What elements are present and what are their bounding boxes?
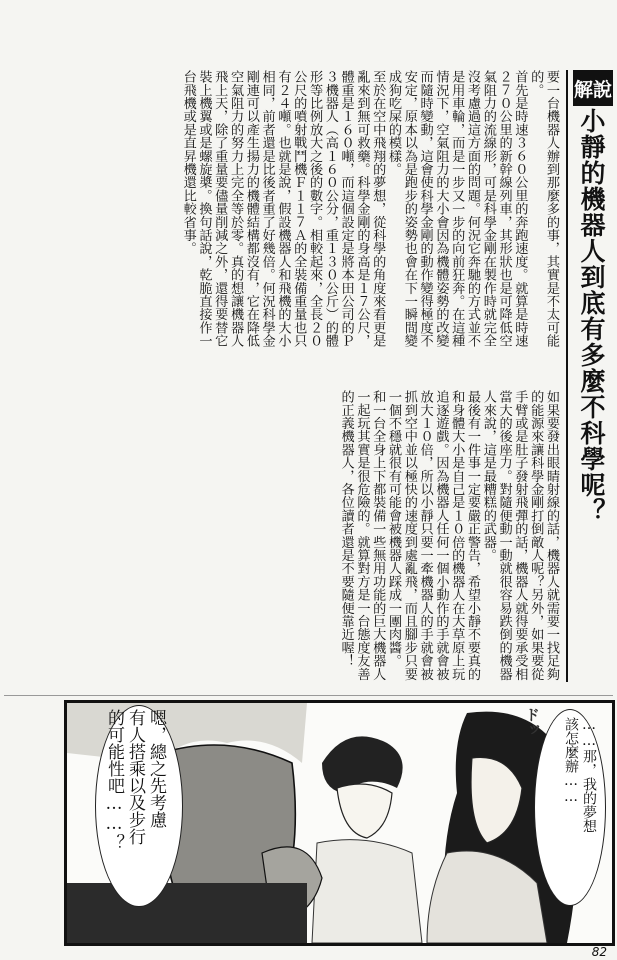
speech-text-left: 嗯，總之先考慮 有人搭乘以及步行 的可能性吧……？ [104,709,166,851]
title-divider [566,70,568,682]
section-label: 解說 [573,70,613,106]
speech-text-right: ……那，我的夢想 該怎麼辦…… [563,717,597,833]
page-divider [4,695,613,696]
article-title: 小靜的機器人到底有多麼不科學呢？ [577,108,606,524]
old-man-coat-shape [67,883,307,943]
article-column-upper: 要一台機器人辦到那麼多的事，其實是不太可能的。 首先是時速３６０公里的奔跑速度。就算是時速２７０公里的新幹線列車，其形狀也是可降低空氣阻力的流線形，可是科學金剛在製作時就完全沒考慮過這方面的問題。何況它奔馳的方式並不是用車輪，而是一步又一步的向前狂奔。在這種情況下，空氣阻力的大小會因為機體姿勢的改變而隨時變動，這會使科學金剛的動作變得極度不安定，原本以為是跑步的姿勢也會在下一瞬間變成狗吃屎的模樣。 至於在空中飛翔的夢想，從科學的角度來看更是亂來到無可救藥。科學金剛的身高是１７公尺，體重是１６０噸，而這個設定是將本田公司的Ｐ３機器人（高１６０公分，重１３０公斤）的體形等比例放大之後的數字。相較起來，全長２０公尺的噴射戰鬥機Ｆ１１７Ａ的全裝備重量也只有２４噸。也就是說，假設機器人和飛機的大小相同，前者還是比後者重了好幾倍。何況科學金剛連可以產生揚力的機體結構都沒有，它在降低空氣阻力的努力上完全等於零。真的想讓機器人飛上天，除了重量要儘量削減之外，還得要替它裝上機翼或是螺旋槳。換句話說，乾脆直接作一台飛機或是直昇機還比較省事。 [180,70,559,348]
manga-panel [64,700,615,946]
boy-body-shape [312,840,422,943]
boy-face-shape [337,784,392,838]
page-number: 82 [591,945,607,959]
article-column-lower: 如果要發出眼睛射線的話，機器人就需要一找足夠的能源來讓科學金剛打倒敵人呢？另外，如果要從手臂或是肚子發射飛彈的話，機器人就得要承受相當大的後座力。對隨便動一動就很容易跌倒的機器人來說，這是最糟糕的武器。 最後有一件事一定要嚴正警告，希望小靜不要真的和身體大小是自己是１０倍的機器人在大草原上玩追逐遊戲。因為機器人任何一個小動作的手就會被放大１０倍，所以小靜只要一牽機器人的手就會被抓到空中並以極快的速度到處亂飛，而且腳步只要一個不穩就很有可能會被機器人踩成一團肉醬。 和一台全身上下都裝備一些無用功能的巨大機器人一起玩其實是很危險的。就算對方是一台態度友善的正義機器人，各位讀者還是不要隨便靠近喔！ [338,390,559,681]
sound-effect: ドッ [523,707,541,737]
